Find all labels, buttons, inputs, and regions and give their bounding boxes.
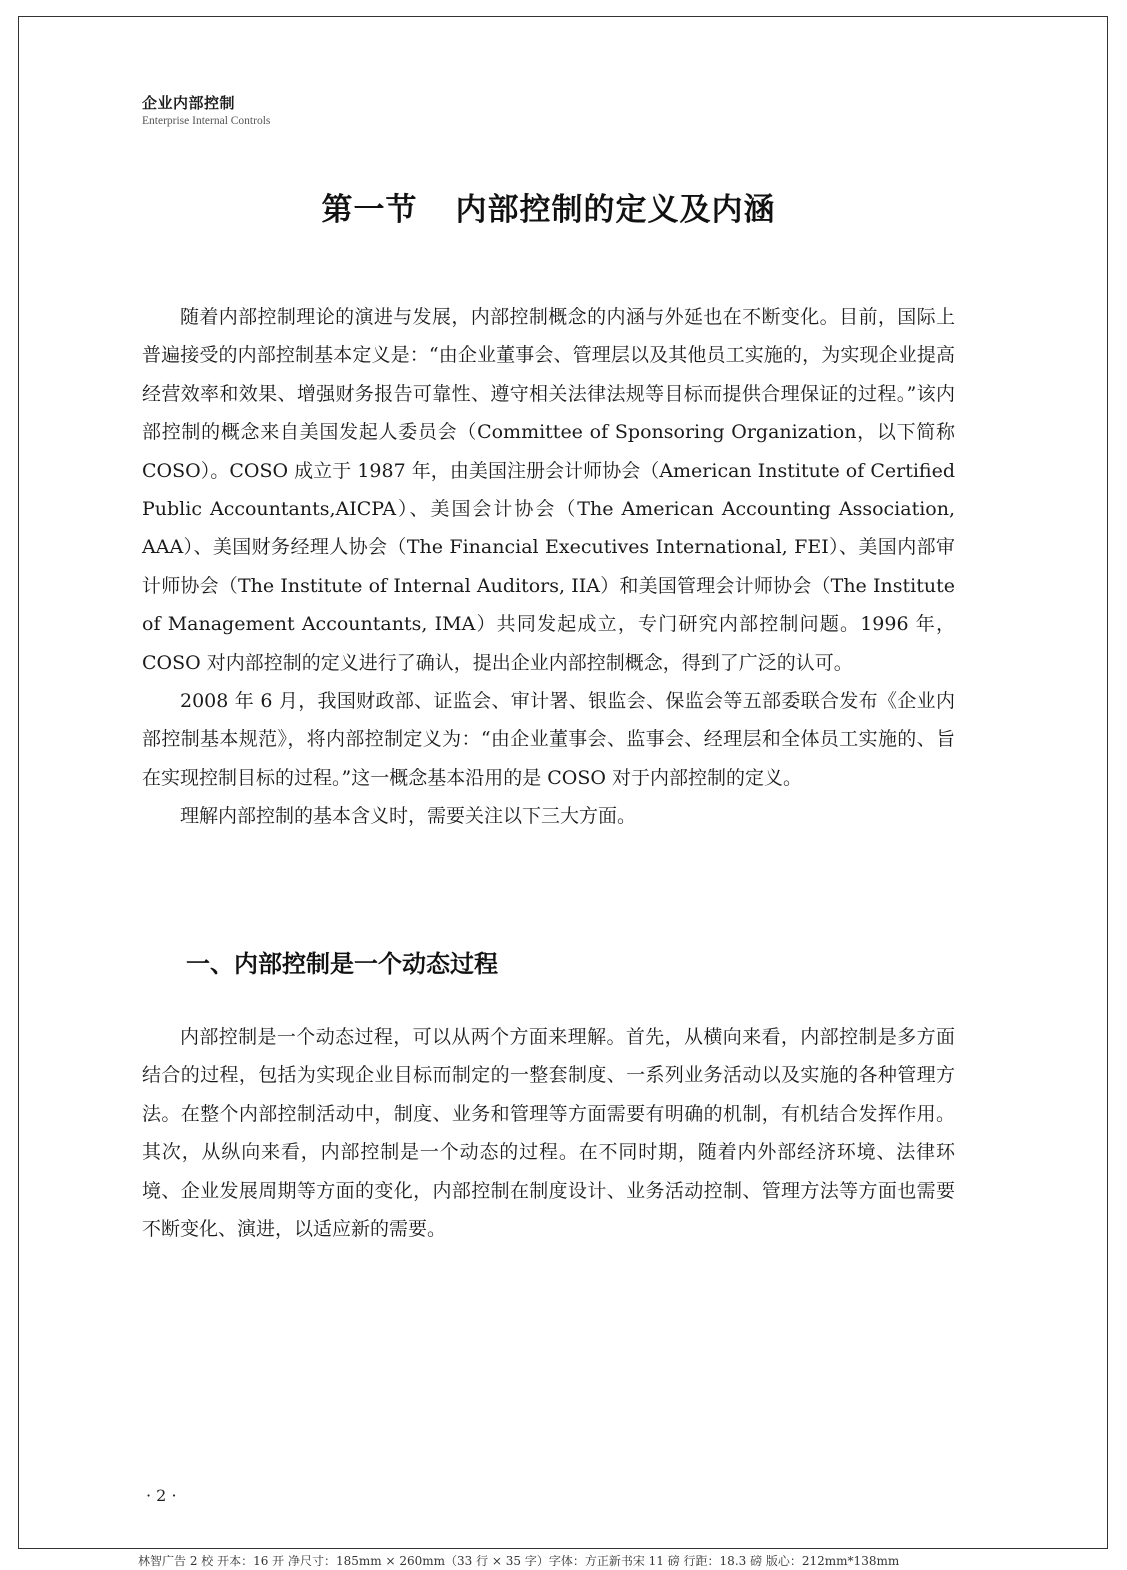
- running-head-title: 企业内部控制: [142, 94, 236, 112]
- running-head-subtitle: Enterprise Internal Controls: [142, 115, 271, 127]
- body-block-dynamic-process: [142, 1018, 955, 1248]
- subheading: 一、内部控制是一个动态过程: [186, 950, 498, 978]
- running-head: [142, 92, 270, 127]
- section-heading-text: 内部控制的定义及内涵: [455, 192, 776, 228]
- paragraph: 内部控制是一个动态过程，可以从两个方面来理解。首先，从横向来看，内部控制是多方面结合的过程，包括为实现企业目标而制定的一整套制度、一系列业务活动以及实施的各种管理方法。在整个内部控制活动中，制度、业务和管理等方面需要有明确的机制，有机结合发挥作用。其次，从纵向来看，内部控制是一个动态的过程。在不同时期，随着内外部经济环境、法律环境、企业发展周期等方面的变化，内部控制在制度设计、业务活动控制、管理方法等方面也需要不断变化、演进，以适应新的需要。: [142, 1026, 955, 1241]
- section-number: 第一节: [321, 192, 418, 228]
- paragraph: 2008 年 6 月，我国财政部、证监会、审计署、银监会、保监会等五部委联合发布《企业内部控制基本规范》，将内部控制定义为：“由企业董事会、监事会、经理层和全体员工实施的、旨在实现控制目标的过程。”这一概念基本沿用的是 COSO 对于内部控制的定义。: [142, 690, 955, 789]
- section-title: [142, 184, 955, 229]
- print-spec-footer: 林智广告 2 校 开本：16 开 净尺寸：185mm × 260mm（33 行 × 35 字）字体：方正新书宋 11 磅 行距：18.3 磅 版心：212mm*138mm: [138, 1554, 900, 1568]
- paragraph: 随着内部控制理论的演进与发展，内部控制概念的内涵与外延也在不断变化。目前，国际上普遍接受的内部控制基本定义是：“由企业董事会、管理层以及其他员工实施的，为实现企业提高经营效率和效果、增强财务报告可靠性、遵守相关法律法规等目标而提供合理保证的过程。”该内部控制的概念来自美国发起人委员会（Committee of Sponsoring Organization，以下简称 COSO）。COSO 成立于 1987 年，由美国注册会计师协会（American Institute of Certified Public Accountants,AICPA）、美国会计协会（The American Accounting Association, AAA）、美国财务经理人协会（The Financial Executives International, FEI）、美国内部审计师协会（The Institute of Internal Auditors, IIA）和美国管理会计师协会（The Institute of Management Accountants, IMA）共同发起成立，专门研究内部控制问题。1996 年，COSO 对内部控制的定义进行了确认，提出企业内部控制概念，得到了广泛的认可。: [142, 306, 955, 674]
- paragraph: 理解内部控制的基本含义时，需要关注以下三大方面。: [180, 805, 637, 828]
- page-number: · 2 ·: [146, 1486, 177, 1505]
- body-block-definition: [142, 298, 955, 836]
